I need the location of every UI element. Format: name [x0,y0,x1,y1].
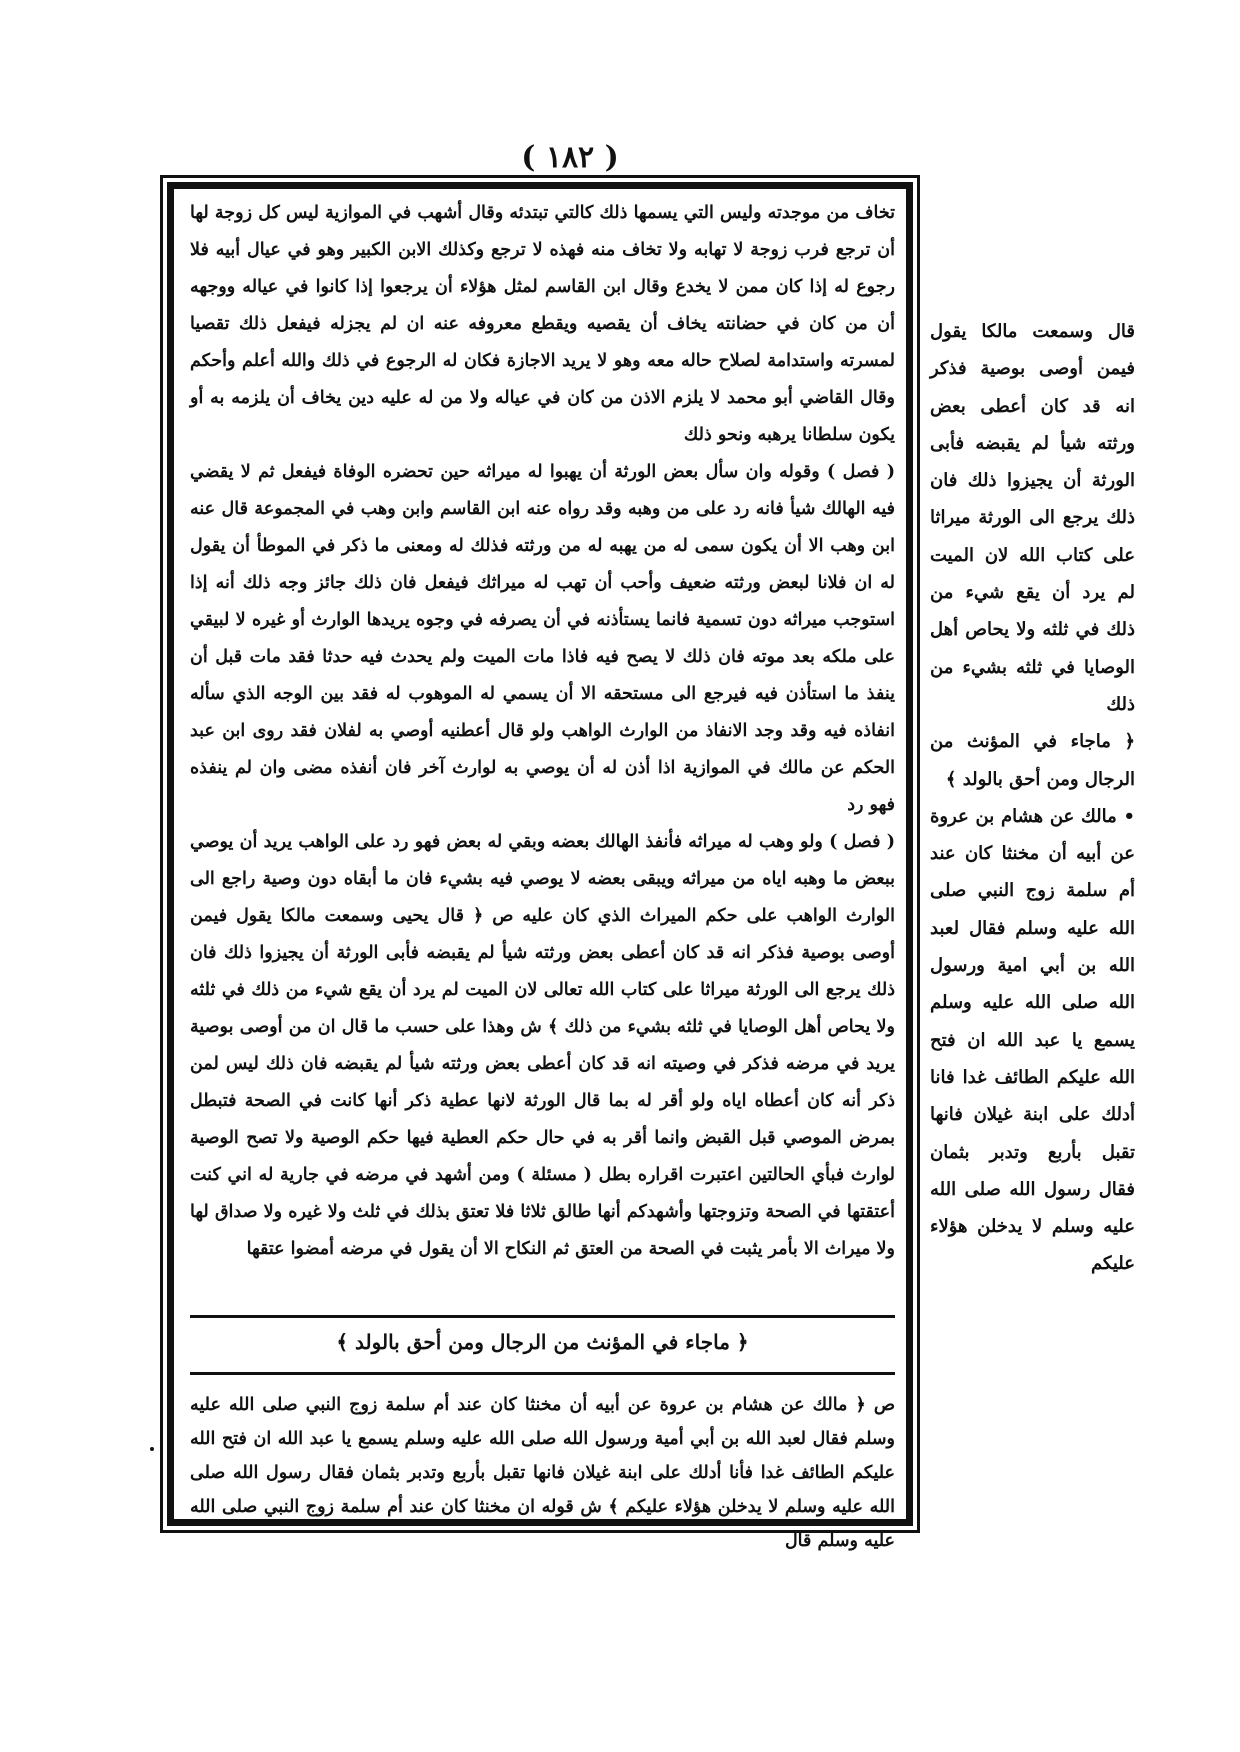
bottom-paragraph: ص ﴿ مالك عن هشام بن عروة عن أبيه أن مخنثا كان عند أم سلمة زوج النبي صلى الله عليه وسلم فقال لعبد الله بن أبي أمية ورسول الله صلى الله عليه وسلم يسمع يا عبد الله ان فتح الله عليكم الطائف غدا فأنا أدلك على ابنة غيلان فانها تقبل بأربع وتدبر بثمان فقال رسول الله صلى الله عليه وسلم لا يدخلن هؤلاء عليكم ﴾ ش قوله ان مخنثا كان عند أم سلمة زوج النبي صلى الله عليه وسلم قال [190,1395,895,1551]
main-paragraph: ( فصل ) ولو وهب له ميراثه فأنفذ الهالك بعضه وبقي له بعض فهو رد على الواهب يريد أن يوصي ببعض ما وهبه اياه من ميراثه ويبقى بعضه لا يوصي فيه بشيء فان ما أبقاه دون وصية راجع الى الوارث الواهب على حكم الميراث الذي كان عليه ص ﴿ قال يحيى وسمعت مالكا يقول فيمن أوصى بوصية فذكر انه قد كان أعطى بعض ورثته شيأ لم يقبضه فأبى الورثة أن يجيزوا ذلك فان ذلك يرجع الى الورثة ميراثا على كتاب الله تعالى لان الميت لم يرد أن يقع شيء من ذلك في ثلثه ولا يحاص أهل الوصايا في ثلثه بشيء من ذلك ﴾ ش وهذا على حسب ما قال ان من أوصى بوصية يريد في مرضه فذكر في وصيته انه قد كان أعطى بعض ورثته شيأ لم يقبضه فان ذلك ليس لمن ذكر أنه كان أعطاه اياه ولو أقر له بما قال الورثة لانها عطية ذكر أنها كانت في الصحة فتبطل بمرض الموصي قبل القبض وانما أقر به في حال حكم العطية فيها حكم الوصية ولا تصح الوصية لوارث فبأي الحالتين اعتبرت اقراره بطل ( مسئلة ) ومن أشهد في مرضه في جارية له اني كنت أعتقتها في الصحة وتزوجتها وأشهدكم أنها طالق ثلاثا فلا تعتق بذلك في ثلث ولا غيره ولا صداق لها ولا ميراث الا بأمر يثبت في الصحة من العتق ثم النكاح الا أن يقول في مرضه أمضوا عتقها [190,832,895,1259]
margin-chapter-title: ﴿ ماجاء في المؤنث من الرجال ومن أحق بالولد ﴾ [930,731,1135,790]
section-rule-bottom [190,1372,895,1375]
margin-paragraph: • مالك عن هشام بن عروة عن أبيه أن مخنثا كان عند أم سلمة زوج النبي صلى الله عليه وسلم فقال لعبد الله بن أبي امية ورسول الله صلى الله عليه وسلم يسمع يا عبد الله ان فتح الله عليكم الطائف غدا فانا أدلك على ابنة غيلان فانها تقبل بأربع وتدبر بثمان فقال رسول الله صلى الله عليه وسلم لا يدخلن هؤلاء عليكم [930,805,1135,1275]
main-paragraph: ( فصل ) وقوله وان سأل بعض الورثة أن يهبوا له ميراثه حين تحضره الوفاة فيفعل ثم لا يقضي فيه الهالك شيأ فانه رد على من وهبه وقد رواه عنه ابن القاسم وابن وهب في المجموعة قال عنه ابن وهب الا أن يكون سمى له من يهبه له من ورثته فذلك له ومعنى ما ذكر في الموطأ أن يقول له ان فلانا لبعض ورثته ضعيف وأحب أن تهب له ميراثك فيفعل فان ذلك جائز وجه ذلك أنه إذا استوجب ميراثه دون تسمية فانما يستأذنه في أن يصرفه في وجوه يريدها الوارث أو غيره لا لبيقي على ملكه بعد موته فان ذلك لا يصح فيه فاذا مات الميت ولم يحدث فيه حدثا فقد مات قبل أن ينفذ ما استأذن فيه فيرجع الى مستحقه الا أن يسمي له الموهوب له فقد بين الوجه الذي سأله انفاذه فيه وقد وجد الانفاذ من الوارث الواهب ولو قال أعطنيه أوصي به لفلان فقد روى ابن عبد الحكم عن مالك في الموازية اذا أذن له أن يوصي به لوارث آخر فان أنفذه مضى وان لم ينفذه فهو رد [190,462,895,815]
section-heading: ﴿ ماجاء في المؤنث من الرجال ومن أحق بالولد ﴾ [336,1330,749,1354]
bottom-commentary [190,1388,895,1558]
margin-paragraph: قال وسمعت مالكا يقول فيمن أوصى بوصية فذكر انه قد كان أعطى بعض ورثته شيأ لم يقبضه فأبى الورثة أن يجيزوا ذلك فان ذلك يرجع الى الورثة ميراثا على كتاب الله لان الميت لم يرد أن يقع شيء من ذلك في ثلثه ولا يحاص أهل الوصايا في ثلثه بشيء من ذلك [930,321,1135,715]
main-paragraph: تخاف من موجدته وليس التي يسمها ذلك كالتي تبتدئه وقال أشهب في الموازية ليس كل زوجة لها أن ترجع فرب زوجة لا تهابه ولا تخاف منه فهذه لا ترجع وكذلك الابن الكبير وهو في عيال أبيه فلا رجوع له إذا كان ممن لا يخدع وقال ابن القاسم لمثل هؤلاء أن يرجعوا إذا كانوا في عياله ووجهه أن من كان في حضانته يخاف أن يقصيه ويقطع معروفه عنه ان لم يجزله فيفعل ذلك تقصيا لمسرته واستدامة لصلاح حاله معه وهو لا يريد الاجازة فكان له الرجوع في ذلك والله أعلم وأحكم وقال القاضي أبو محمد لا يلزم الاذن من كان في عياله ولا من له عليه دين يخاف أن يلزمه به أو يكون سلطانا يرهبه ونحو ذلك [190,203,895,445]
section-rule-top [190,1315,895,1318]
margin-hadith-text [930,313,1135,1283]
main-commentary [190,195,895,1268]
ink-dot [150,1447,154,1451]
page-number: ( ١٨٢ ) [521,140,619,175]
